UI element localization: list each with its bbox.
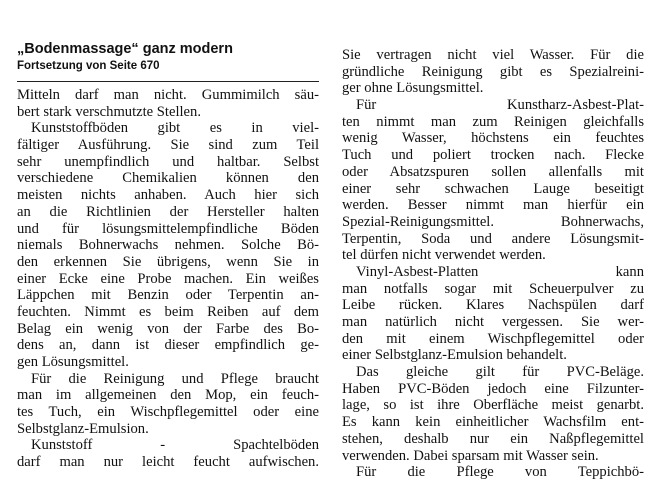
text-line: lage, so ist ihre Oberfläche meist genarbt. xyxy=(342,397,644,414)
article-title: „Bodenmassage“ ganz modern xyxy=(17,41,233,57)
text-line: bert stark verschmutzte Stellen. xyxy=(17,103,201,120)
text-line: Für die Reinigung und Pflege braucht xyxy=(31,370,319,387)
text-line: oder Absatzspuren sollen allenfalls mit xyxy=(342,163,644,180)
title-rule xyxy=(17,81,319,82)
text-line: Spezial-Reinigungsmittel. Bohnerwachs, xyxy=(342,213,644,230)
text-line: und für lösungsmittelempfindliche Böden xyxy=(17,220,319,237)
text-line: feuchten. Nimmt es beim Reiben auf dem xyxy=(17,303,319,320)
text-line: Kunststoffböden gibt es in viel- xyxy=(31,120,319,137)
text-line: den mit einem Wischpflegemittel oder xyxy=(342,330,644,347)
text-line: Vinyl-Asbest-Platten kann xyxy=(356,263,644,280)
text-line: Für Kunstharz-Asbest-Plat- xyxy=(356,97,644,114)
text-line: Das gleiche gilt für PVC-Beläge. xyxy=(356,364,644,381)
text-line: an die Richtlinien der Hersteller halten xyxy=(17,203,319,220)
text-line: tel dürfen nicht verwendet werden. xyxy=(342,247,546,264)
text-line: gründliche Reinigung gibt es Spezialreini- xyxy=(342,63,644,80)
text-line: stehen, deshalb nur ein Naßpflegemittel xyxy=(342,430,644,447)
text-line: Terpentin, Soda und andere Lösungsmit- xyxy=(342,230,644,247)
text-line: verwenden. Dabei sparsam mit Wasser sein. xyxy=(342,447,599,464)
text-line: Leibe rücken. Klares Nachspülen darf xyxy=(342,297,644,314)
text-line: einer Selbstglanz-Emulsion behandelt. xyxy=(342,347,567,364)
text-line: Selbstglanz-Emulsion. xyxy=(17,420,149,437)
text-line: Läppchen mit Benzin oder Terpentin an- xyxy=(17,287,319,304)
text-line: Kunststoff - Spachtelböden xyxy=(31,437,319,454)
right-column xyxy=(342,47,644,481)
right-column-text xyxy=(342,47,644,481)
text-line: den erkennen Sie übrigens, wenn Sie in xyxy=(17,253,319,270)
text-line: Mitteln darf man nicht. Gummimilch säu- xyxy=(17,87,319,103)
left-column xyxy=(17,40,319,471)
text-line: werden. Besser nimmt man hierfür ein xyxy=(342,197,644,214)
left-column-text xyxy=(17,87,319,471)
text-line: tes Tuch, ein Wischpflegemittel oder eine xyxy=(17,404,319,421)
text-line: verschiedene Chemikalien können den xyxy=(17,170,319,187)
text-line: Tuch und poliert trocken nach. Flecke xyxy=(342,147,644,164)
text-line: man natürlich nicht vergessen. Sie wer- xyxy=(342,314,644,330)
text-line: einer Ecke eine Probe machen. Ein weißes xyxy=(17,270,319,287)
text-line: dens an, dann ist dieser empfindlich ge- xyxy=(17,337,319,354)
text-line: Haben PVC-Böden jedoch eine Filzunter- xyxy=(342,380,644,397)
text-line: ger ohne Lösungsmittel. xyxy=(342,80,484,97)
text-line: niemals Bohnerwachs nehmen. Solche Bö- xyxy=(17,237,319,254)
text-line: darf man nur leicht feucht aufwischen. xyxy=(17,454,319,471)
text-line: Für die Pflege von Teppichbö- xyxy=(356,464,644,481)
text-line: sehr unempfindlich und haltbar. Selbst xyxy=(17,153,319,170)
continuation-note: Fortsetzung von Seite 670 xyxy=(17,60,160,72)
text-line: gen Lösungsmittel. xyxy=(17,354,129,370)
text-line: Sie vertragen nicht viel Wasser. Für die xyxy=(342,47,644,63)
text-line: Belag ein wenig von der Farbe des Bo- xyxy=(17,320,319,337)
text-line: man im allgemeinen den Mop, ein feuch- xyxy=(17,387,319,404)
text-line: einer sehr schwachen Lauge beseitigt xyxy=(342,180,644,197)
text-line: fältiger Ausführung. Sie sind zum Teil xyxy=(17,137,319,154)
text-line: wenig Wasser, höchstens ein feuchtes xyxy=(342,130,644,147)
text-line: man notfalls sogar mit Scheuerpulver zu xyxy=(342,280,644,297)
text-line: Es kann kein einheitlicher Wachsfilm ent- xyxy=(342,414,644,431)
text-line: ten nimmt man zum Reinigen gleichfalls xyxy=(342,113,644,130)
text-line: meisten nichts anhaben. Auch hier sich xyxy=(17,187,319,204)
